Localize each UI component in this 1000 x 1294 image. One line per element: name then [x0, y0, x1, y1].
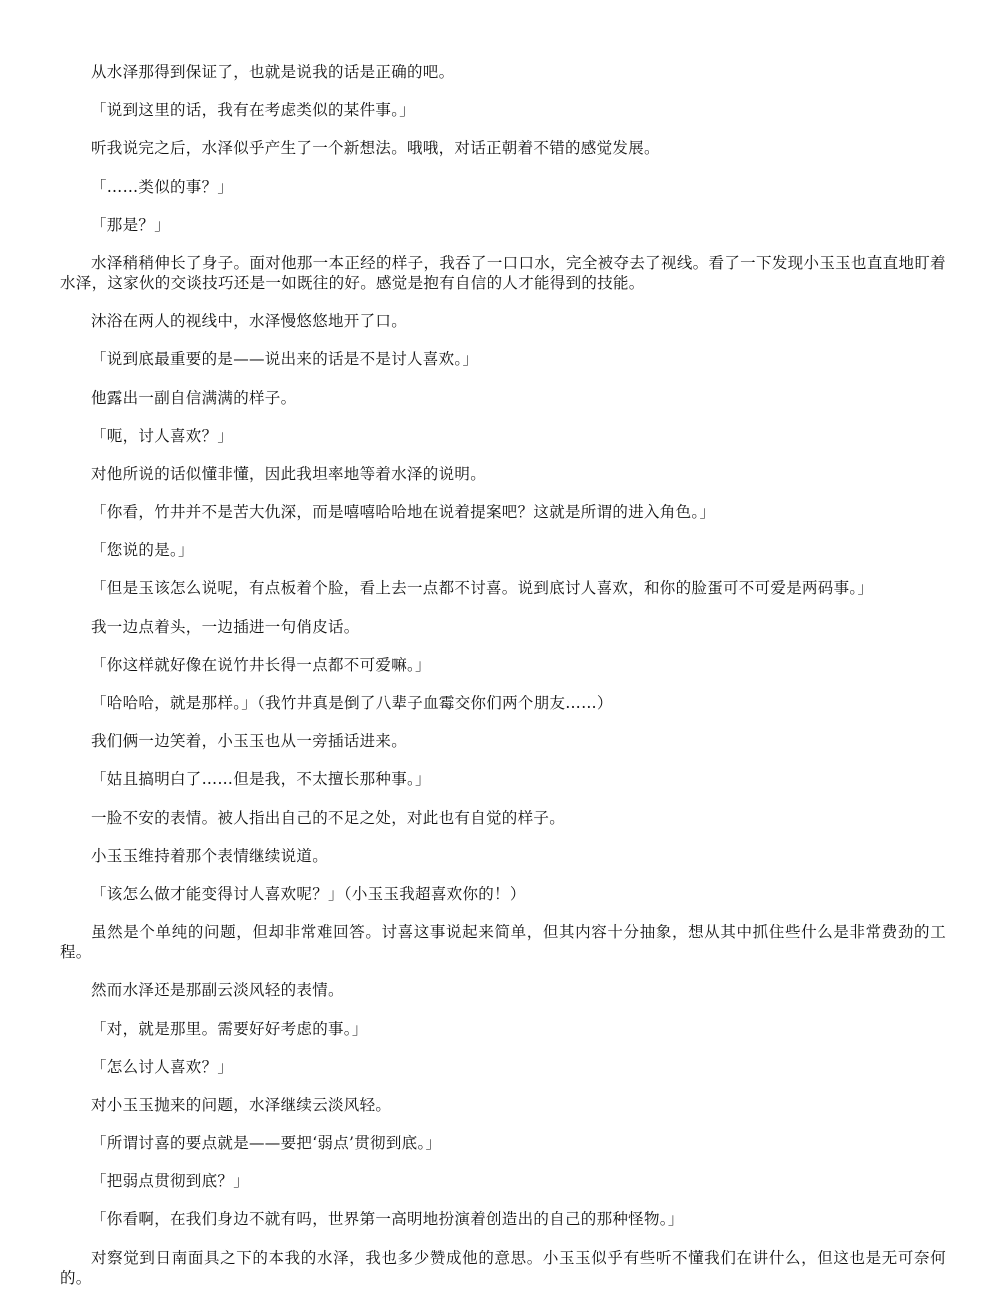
- paragraph: 我一边点着头，一边插进一句俏皮话。: [91, 617, 360, 636]
- paragraph: 虽然是个单纯的问题，但却非常难回答。讨喜这事说起来简单，但其内容十分抽象，想从其中抓住些什么是非常费劲的工程。: [60, 923, 946, 962]
- paragraph: 「呃，讨人喜欢？」: [91, 426, 234, 445]
- paragraph: 听我说完之后，水泽似乎产生了一个新想法。哦哦，对话正朝着不错的感觉发展。: [91, 139, 660, 158]
- paragraph: 对察觉到日南面具之下的本我的水泽，我也多少赞成他的意思。小玉玉似乎有些听不懂我们在讲什么，但这也是无可奈何的。: [60, 1248, 946, 1287]
- paragraph: 「哈哈哈，就是那样。」（我竹井真是倒了八辈子血霉交你们两个朋友……）: [91, 694, 613, 712]
- paragraph: 「……类似的事？」: [91, 177, 234, 196]
- paragraph: 从水泽那得到保证了，也就是说我的话是正确的吧。: [91, 63, 455, 81]
- paragraph: 对他所说的话似懂非懂，因此我坦率地等着水泽的说明。: [91, 464, 487, 483]
- paragraph: 水泽稍稍伸长了身子。面对他那一本正经的样子，我吞了一口口水，完全被夺去了视线。看了一下发现小玉玉也直直地盯着水泽，这家伙的交谈技巧还是一如既往的好。感觉是抱有自信的人才能得到的技能。: [60, 253, 946, 292]
- paragraph: 「你这样就好像在说竹井长得一点都不可爱嘛。」: [91, 655, 431, 674]
- paragraph: 「但是玉该怎么说呢，有点板着个脸，看上去一点都不讨喜。说到底讨人喜欢，和你的脸蛋可不可爱是两码事。」: [91, 579, 874, 598]
- paragraph: 「怎么讨人喜欢？」: [91, 1057, 234, 1076]
- paragraph: 「对，就是那里。需要好好考虑的事。」: [91, 1019, 368, 1038]
- paragraph: 「所谓讨喜的要点就是——要把‘弱点’贯彻到底。」: [91, 1134, 442, 1153]
- paragraph: 「那是？」: [91, 215, 171, 234]
- paragraph: 「把弱点贯彻到底？」: [91, 1172, 250, 1191]
- paragraph: 「您说的是。」: [91, 541, 194, 560]
- paragraph: 小玉玉维持着那个表情继续说道。: [91, 846, 329, 865]
- paragraph: 然而水泽还是那副云淡风轻的表情。: [91, 981, 344, 1000]
- paragraph: 「说到底最重要的是——说出来的话是不是讨人喜欢。」: [91, 350, 479, 369]
- paragraph: 「你看啊，在我们身边不就有吗，世界第一高明地扮演着创造出的自己的那种怪物。」: [91, 1210, 684, 1229]
- paragraph: 「该怎么做才能变得讨人喜欢呢？」（小玉玉我超喜欢你的！）: [91, 884, 526, 903]
- paragraph: 沐浴在两人的视线中，水泽慢悠悠地开了口。: [91, 312, 408, 331]
- paragraph: 「姑且搞明白了……但是我，不太擅长那种事。」: [91, 770, 431, 789]
- paragraph: 「你看，竹井并不是苦大仇深，而是嘻嘻哈哈地在说着提案吧？这就是所谓的进入角色。」: [91, 503, 716, 522]
- paragraph: 我们俩一边笑着，小玉玉也从一旁插话进来。: [91, 732, 408, 751]
- paragraph: 他露出一副自信满满的样子。: [91, 388, 297, 407]
- paragraph: 一脸不安的表情。被人指出自己的不足之处，对此也有自觉的样子。: [91, 808, 566, 827]
- paragraph: 对小玉玉抛来的问题，水泽继续云淡风轻。: [91, 1095, 392, 1114]
- paragraph: 「说到这里的话，我有在考虑类似的某件事。」: [91, 101, 416, 120]
